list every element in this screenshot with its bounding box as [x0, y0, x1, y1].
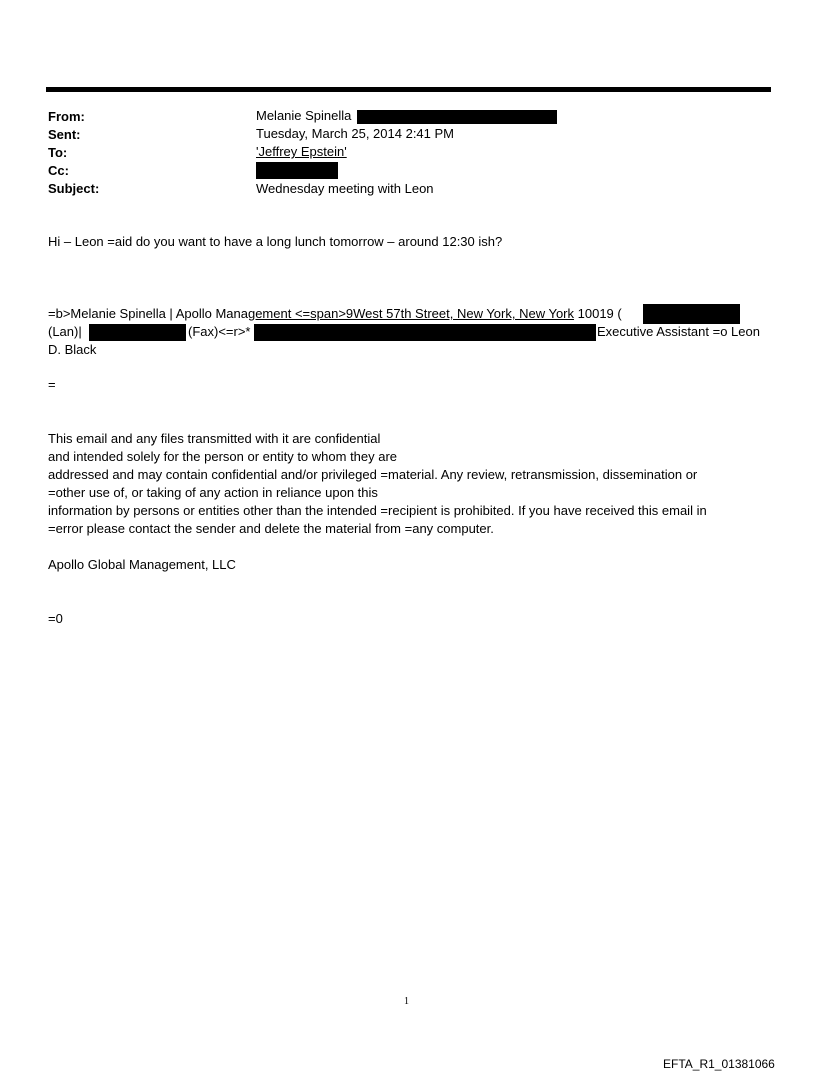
from-label: From: — [48, 109, 85, 124]
to-value: 'Jeffrey Epstein' — [256, 144, 347, 159]
signature-zip: 10019 ( — [574, 306, 622, 321]
signature-name-part: =b>Melanie Spinella | Apollo Mana — [48, 306, 248, 321]
signature-line-1 — [48, 305, 622, 323]
sent-value: Tuesday, March 25, 2014 2:41 PM — [256, 126, 454, 141]
disclaimer-line-2: and intended solely for the person or entity to whom they are — [48, 449, 398, 464]
subject-value: Wednesday meeting with Leon — [256, 181, 434, 196]
equals-line: = — [48, 377, 56, 392]
to-label: To: — [48, 145, 68, 160]
signature-line-3: D. Black — [48, 342, 97, 357]
disclaimer-line-3: addressed and may contain confidential and/or privileged =material. Any review, retransmission, dissemination or — [48, 467, 698, 482]
signature-address: gement <=span>9West 57th Street, New York, New York — [247, 306, 575, 321]
contact-redaction — [254, 324, 596, 341]
from-name: Melanie Spinella — [256, 108, 352, 123]
fax-redaction — [89, 324, 186, 341]
page-number: 1 — [404, 996, 409, 1007]
disclaimer-line-5: information by persons or entities other than the intended =recipient is prohibited. If you have received this email in — [48, 503, 707, 518]
subject-label: Subject: — [48, 181, 100, 196]
from-value — [256, 108, 557, 124]
document-id: EFTA_R1_01381066 — [663, 1057, 775, 1071]
signature-line-2-b: (Fax)<=r>* — [188, 324, 251, 339]
closing-line: =0 — [48, 611, 63, 626]
cc-label: Cc: — [48, 163, 69, 178]
cc-redaction — [256, 162, 338, 179]
disclaimer-line-4: =other use of, or taking of any action in reliance upon this — [48, 485, 378, 500]
greeting-line: Hi – Leon =aid do you want to have a long lunch tomorrow – around 12:30 ish? — [48, 234, 503, 249]
header-rule — [46, 87, 771, 92]
from-email-redaction — [357, 110, 557, 124]
sent-label: Sent: — [48, 127, 81, 142]
signature-line-2-c: Executive Assistant =o Leon — [597, 324, 760, 339]
phone-redaction — [643, 304, 740, 324]
company-name: Apollo Global Management, LLC — [48, 557, 236, 572]
disclaimer-line-1: This email and any files transmitted with it are confidential — [48, 431, 381, 446]
signature-line-2-a: (Lan)| — [48, 324, 82, 339]
disclaimer-line-6: =error please contact the sender and delete the material from =any computer. — [48, 521, 494, 536]
